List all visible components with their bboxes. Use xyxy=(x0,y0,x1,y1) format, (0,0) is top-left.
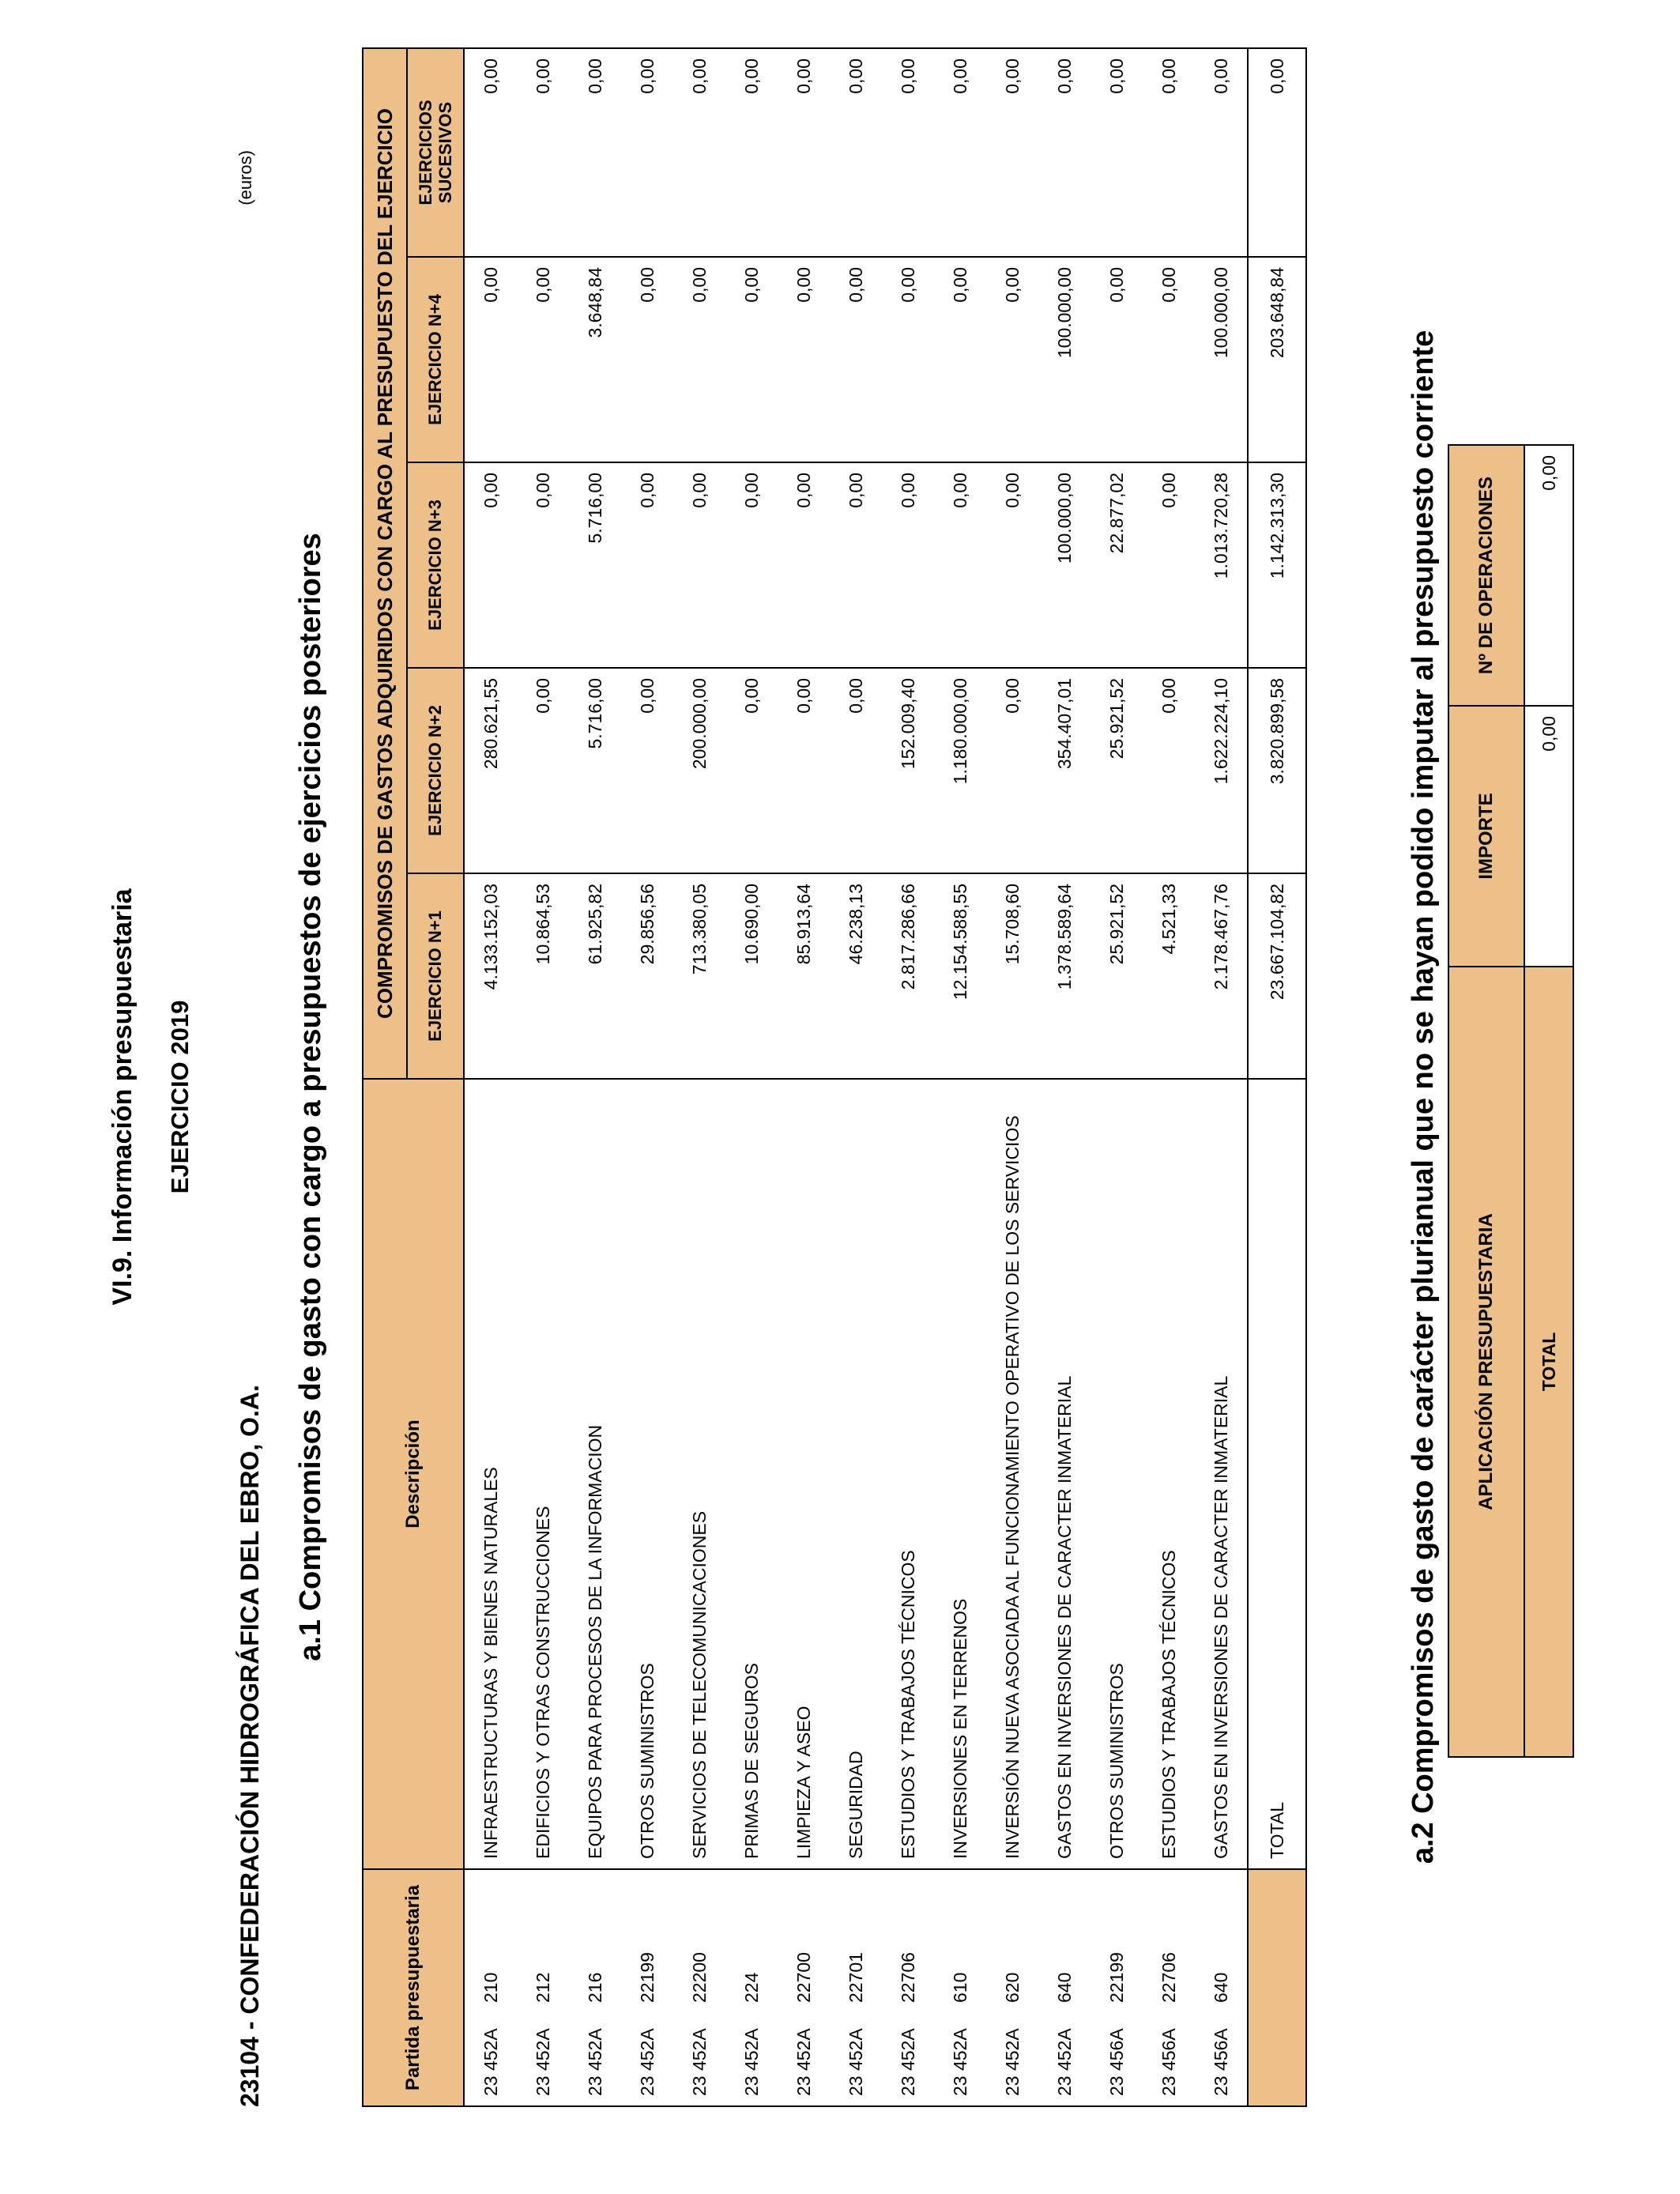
amount-sucesivos: 0,00 xyxy=(1195,48,1248,257)
partida-concepto: 640 xyxy=(1053,1972,1075,2003)
amount-sucesivos: 0,00 xyxy=(517,48,569,257)
table-row xyxy=(725,48,778,2106)
partida-organica: 23 452A xyxy=(1001,2028,1023,2096)
table-row xyxy=(1038,48,1090,2106)
amount-n3: 0,00 xyxy=(830,462,882,668)
total-row-blank xyxy=(1248,1869,1306,2106)
total-sucesivos: 0,00 xyxy=(1248,48,1306,257)
table-row xyxy=(934,48,986,2106)
amount-n4: 3.648,84 xyxy=(569,257,621,462)
amount-n1: 12.154.588,55 xyxy=(934,873,986,1079)
description-cell: ESTUDIOS Y TRABAJOS TÉCNICOS xyxy=(882,1079,934,1869)
amount-n1: 1.378.589,64 xyxy=(1038,873,1090,1079)
description-cell: PRIMAS DE SEGUROS xyxy=(725,1079,778,1869)
amount-sucesivos: 0,00 xyxy=(1038,48,1090,257)
description-cell: GASTOS EN INVERSIONES DE CARACTER INMATERIAL xyxy=(1195,1079,1248,1869)
partida-cell xyxy=(621,1869,673,2106)
amount-n2: 0,00 xyxy=(778,668,830,873)
amount-n1: 4.133.152,03 xyxy=(464,873,517,1079)
partida-concepto: 22701 xyxy=(845,1952,866,2003)
partida-organica: 23 452A xyxy=(740,2028,762,2096)
amount-sucesivos: 0,00 xyxy=(778,48,830,257)
description-cell: INVERSIONES EN TERRENOS xyxy=(934,1079,986,1869)
amount-n3: 0,00 xyxy=(464,462,517,668)
amount-n1: 15.708,60 xyxy=(986,873,1038,1079)
description-cell: OTROS SUMINISTROS xyxy=(1090,1079,1143,1869)
column-header-n1: EJERCICIO N+1 xyxy=(407,873,464,1079)
amount-n2: 1.180.000,00 xyxy=(934,668,986,873)
description-cell: OTROS SUMINISTROS xyxy=(621,1079,673,1869)
description-cell: SERVICIOS DE TELECOMUNICACIONES xyxy=(673,1079,725,1869)
a2-total-label: TOTAL xyxy=(1524,967,1573,1757)
amount-n2: 0,00 xyxy=(830,668,882,873)
amount-n3: 100.000,00 xyxy=(1038,462,1090,668)
amount-n4: 100.000,00 xyxy=(1038,257,1090,462)
section-a2-heading: a.2 Compromisos de gasto de carácter plurianual que no se hayan podido imputar al presupuesto corriente xyxy=(1407,330,1440,1864)
amount-n3: 22.877,02 xyxy=(1090,462,1143,668)
partida-concepto: 216 xyxy=(584,1972,605,2003)
amount-n1: 10.690,00 xyxy=(725,873,778,1079)
table-row xyxy=(673,48,725,2106)
partida-concepto: 212 xyxy=(532,1972,553,2003)
description-cell: EQUIPOS PARA PROCESOS DE LA INFORMACION xyxy=(569,1079,621,1869)
partida-concepto: 224 xyxy=(740,1972,762,2003)
column-header-n3: EJERCICIO N+3 xyxy=(407,462,464,668)
amount-n4: 0,00 xyxy=(725,257,778,462)
amount-n1: 29.856,56 xyxy=(621,873,673,1079)
table-row xyxy=(621,48,673,2106)
currency-unit: (euros) xyxy=(235,150,255,205)
partida-cell xyxy=(830,1869,882,2106)
column-header-n2: EJERCICIO N+2 xyxy=(407,668,464,873)
amount-n4: 0,00 xyxy=(830,257,882,462)
amount-n1: 2.178.467,76 xyxy=(1195,873,1248,1079)
amount-n2: 0,00 xyxy=(986,668,1038,873)
amount-n4: 0,00 xyxy=(464,257,517,462)
amount-sucesivos: 0,00 xyxy=(621,48,673,257)
amount-n4: 0,00 xyxy=(882,257,934,462)
amount-n4: 0,00 xyxy=(517,257,569,462)
partida-organica: 23 452A xyxy=(532,2028,553,2096)
partida-concepto: 22200 xyxy=(688,1952,710,2003)
amount-sucesivos: 0,00 xyxy=(1143,48,1195,257)
partida-cell xyxy=(778,1869,830,2106)
description-cell: ESTUDIOS Y TRABAJOS TÉCNICOS xyxy=(1143,1079,1195,1869)
description-cell: SEGURIDAD xyxy=(830,1079,882,1869)
organization-name: 23104 - CONFEDERACIÓN HIDROGRÁFICA DEL EBRO, O.A. xyxy=(235,1385,264,2107)
partida-organica: 23 452A xyxy=(636,2028,657,2096)
partida-organica: 23 456A xyxy=(1106,2028,1127,2096)
partida-cell xyxy=(517,1869,569,2106)
partida-concepto: 620 xyxy=(1001,1972,1023,2003)
amount-sucesivos: 0,00 xyxy=(986,48,1038,257)
partida-cell xyxy=(464,1869,517,2106)
column-header-n4: EJERCICIO N+4 xyxy=(407,257,464,462)
amount-n3: 0,00 xyxy=(517,462,569,668)
section-a1-heading: a.1 Compromisos de gasto con cargo a presupuestos de ejercicios posteriores xyxy=(294,533,327,1661)
partida-organica: 23 452A xyxy=(793,2028,814,2096)
description-cell: INFRAESTRUCTURAS Y BIENES NATURALES xyxy=(464,1079,517,1869)
partida-concepto: 22706 xyxy=(1158,1952,1179,2003)
amount-n4: 0,00 xyxy=(778,257,830,462)
amount-n4: 100.000,00 xyxy=(1195,257,1248,462)
amount-n2: 152.009,40 xyxy=(882,668,934,873)
partida-concepto: 22199 xyxy=(636,1952,657,2003)
partida-cell xyxy=(725,1869,778,2106)
partida-cell xyxy=(569,1869,621,2106)
amount-n2: 0,00 xyxy=(725,668,778,873)
partida-concepto: 22700 xyxy=(793,1952,814,2003)
partida-concepto: 22706 xyxy=(897,1952,918,2003)
amount-n3: 0,00 xyxy=(673,462,725,668)
column-header-descripcion: Descripción xyxy=(363,1079,464,1869)
partida-organica: 23 456A xyxy=(1158,2028,1179,2096)
partida-concepto: 610 xyxy=(949,1972,970,2003)
amount-n3: 0,00 xyxy=(882,462,934,668)
amount-n2: 25.921,52 xyxy=(1090,668,1143,873)
table-row xyxy=(569,48,621,2106)
table-row xyxy=(1090,48,1143,2106)
commitments-table-body xyxy=(464,48,1306,2106)
table-row xyxy=(830,48,882,2106)
amount-n4: 0,00 xyxy=(673,257,725,462)
table-row xyxy=(986,48,1038,2106)
amount-sucesivos: 0,00 xyxy=(569,48,621,257)
column-header-operaciones: Nº DE OPERACIONES xyxy=(1448,445,1524,706)
partida-organica: 23 452A xyxy=(480,2028,501,2096)
amount-n1: 25.921,52 xyxy=(1090,873,1143,1079)
amount-n3: 0,00 xyxy=(934,462,986,668)
description-cell: EDIFICIOS Y OTRAS CONSTRUCCIONES xyxy=(517,1079,569,1869)
amount-sucesivos: 0,00 xyxy=(725,48,778,257)
page-title: VI.9. Información presupuestaria xyxy=(107,888,137,1306)
partida-cell xyxy=(934,1869,986,2106)
total-n3: 1.142.313,30 xyxy=(1248,462,1306,668)
amount-sucesivos: 0,00 xyxy=(464,48,517,257)
total-row xyxy=(1248,48,1306,2106)
partida-cell xyxy=(673,1869,725,2106)
amount-n3: 5.716,00 xyxy=(569,462,621,668)
amount-n4: 0,00 xyxy=(1090,257,1143,462)
table-row xyxy=(882,48,934,2106)
amount-n2: 200.000,00 xyxy=(673,668,725,873)
amount-sucesivos: 0,00 xyxy=(882,48,934,257)
table-row xyxy=(778,48,830,2106)
amount-n3: 0,00 xyxy=(986,462,1038,668)
amount-sucesivos: 0,00 xyxy=(1090,48,1143,257)
a2-total-operaciones: 0,00 xyxy=(1524,445,1573,706)
partida-cell xyxy=(1143,1869,1195,2106)
amount-n2: 1.622.224,10 xyxy=(1195,668,1248,873)
amount-sucesivos: 0,00 xyxy=(673,48,725,257)
amount-n3: 0,00 xyxy=(778,462,830,668)
table-row xyxy=(464,48,517,2106)
a2-total-row xyxy=(1524,445,1573,1757)
column-header-aplicacion: APLICACIÓN PRESUPUESTARIA xyxy=(1448,967,1524,1757)
table-row xyxy=(1143,48,1195,2106)
partida-concepto: 22199 xyxy=(1106,1952,1127,2003)
amount-n2: 0,00 xyxy=(517,668,569,873)
column-header-sucesivos: EJERCICIOS SUCESIVOS xyxy=(407,48,464,257)
total-label: TOTAL xyxy=(1248,1079,1306,1869)
amount-sucesivos: 0,00 xyxy=(934,48,986,257)
amount-n1: 46.238,13 xyxy=(830,873,882,1079)
pluriannual-table xyxy=(1448,444,1574,1758)
amount-n3: 0,00 xyxy=(1143,462,1195,668)
amount-sucesivos: 0,00 xyxy=(830,48,882,257)
amount-n1: 713.380,05 xyxy=(673,873,725,1079)
a2-total-importe: 0,00 xyxy=(1524,706,1573,967)
amount-n1: 61.925,82 xyxy=(569,873,621,1079)
amount-n4: 0,00 xyxy=(621,257,673,462)
partida-organica: 23 452A xyxy=(688,2028,710,2096)
partida-organica: 23 452A xyxy=(949,2028,970,2096)
amount-n4: 0,00 xyxy=(934,257,986,462)
fiscal-year: EJERCICIO 2019 xyxy=(166,1000,194,1194)
column-header-importe: IMPORTE xyxy=(1448,706,1524,967)
amount-n3: 1.013.720,28 xyxy=(1195,462,1248,668)
amount-n2: 5.716,00 xyxy=(569,668,621,873)
partida-cell xyxy=(1090,1869,1143,2106)
total-n1: 23.667.104,82 xyxy=(1248,873,1306,1079)
commitments-table xyxy=(362,47,1307,2107)
description-cell: GASTOS EN INVERSIONES DE CARACTER INMATERIAL xyxy=(1038,1079,1090,1869)
amount-n2: 280.621,55 xyxy=(464,668,517,873)
amount-n4: 0,00 xyxy=(986,257,1038,462)
amount-n1: 10.864,53 xyxy=(517,873,569,1079)
total-n2: 3.820.899,58 xyxy=(1248,668,1306,873)
partida-organica: 23 456A xyxy=(1210,2028,1231,2096)
amount-n2: 0,00 xyxy=(1143,668,1195,873)
group-header-commitments: COMPROMISOS DE GASTOS ADQUIRIDOS CON CARGO AL PRESUPUESTO DEL EJERCICIO xyxy=(363,48,407,1079)
amount-n4: 0,00 xyxy=(1143,257,1195,462)
total-n4: 203.648,84 xyxy=(1248,257,1306,462)
amount-n1: 85.913,64 xyxy=(778,873,830,1079)
partida-concepto: 640 xyxy=(1210,1972,1231,2003)
partida-organica: 23 452A xyxy=(845,2028,866,2096)
amount-n3: 0,00 xyxy=(621,462,673,668)
partida-organica: 23 452A xyxy=(584,2028,605,2096)
partida-cell xyxy=(986,1869,1038,2106)
partida-cell xyxy=(882,1869,934,2106)
partida-cell xyxy=(1195,1869,1248,2106)
amount-n2: 354.407,01 xyxy=(1038,668,1090,873)
table-row xyxy=(1195,48,1248,2106)
partida-organica: 23 452A xyxy=(1053,2028,1075,2096)
partida-cell xyxy=(1038,1869,1090,2106)
description-cell: LIMPIEZA Y ASEO xyxy=(778,1079,830,1869)
partida-organica: 23 452A xyxy=(897,2028,918,2096)
table-row xyxy=(517,48,569,2106)
column-header-partida: Partida presupuestaria xyxy=(363,1869,464,2106)
amount-n2: 0,00 xyxy=(621,668,673,873)
amount-n3: 0,00 xyxy=(725,462,778,668)
amount-n1: 2.817.286,66 xyxy=(882,873,934,1079)
description-cell: INVERSIÓN NUEVA ASOCIADA AL FUNCIONAMIENTO OPERATIVO DE LOS SERVICIOS xyxy=(986,1079,1038,1869)
partida-concepto: 210 xyxy=(480,1972,501,2003)
amount-n1: 4.521,33 xyxy=(1143,873,1195,1079)
